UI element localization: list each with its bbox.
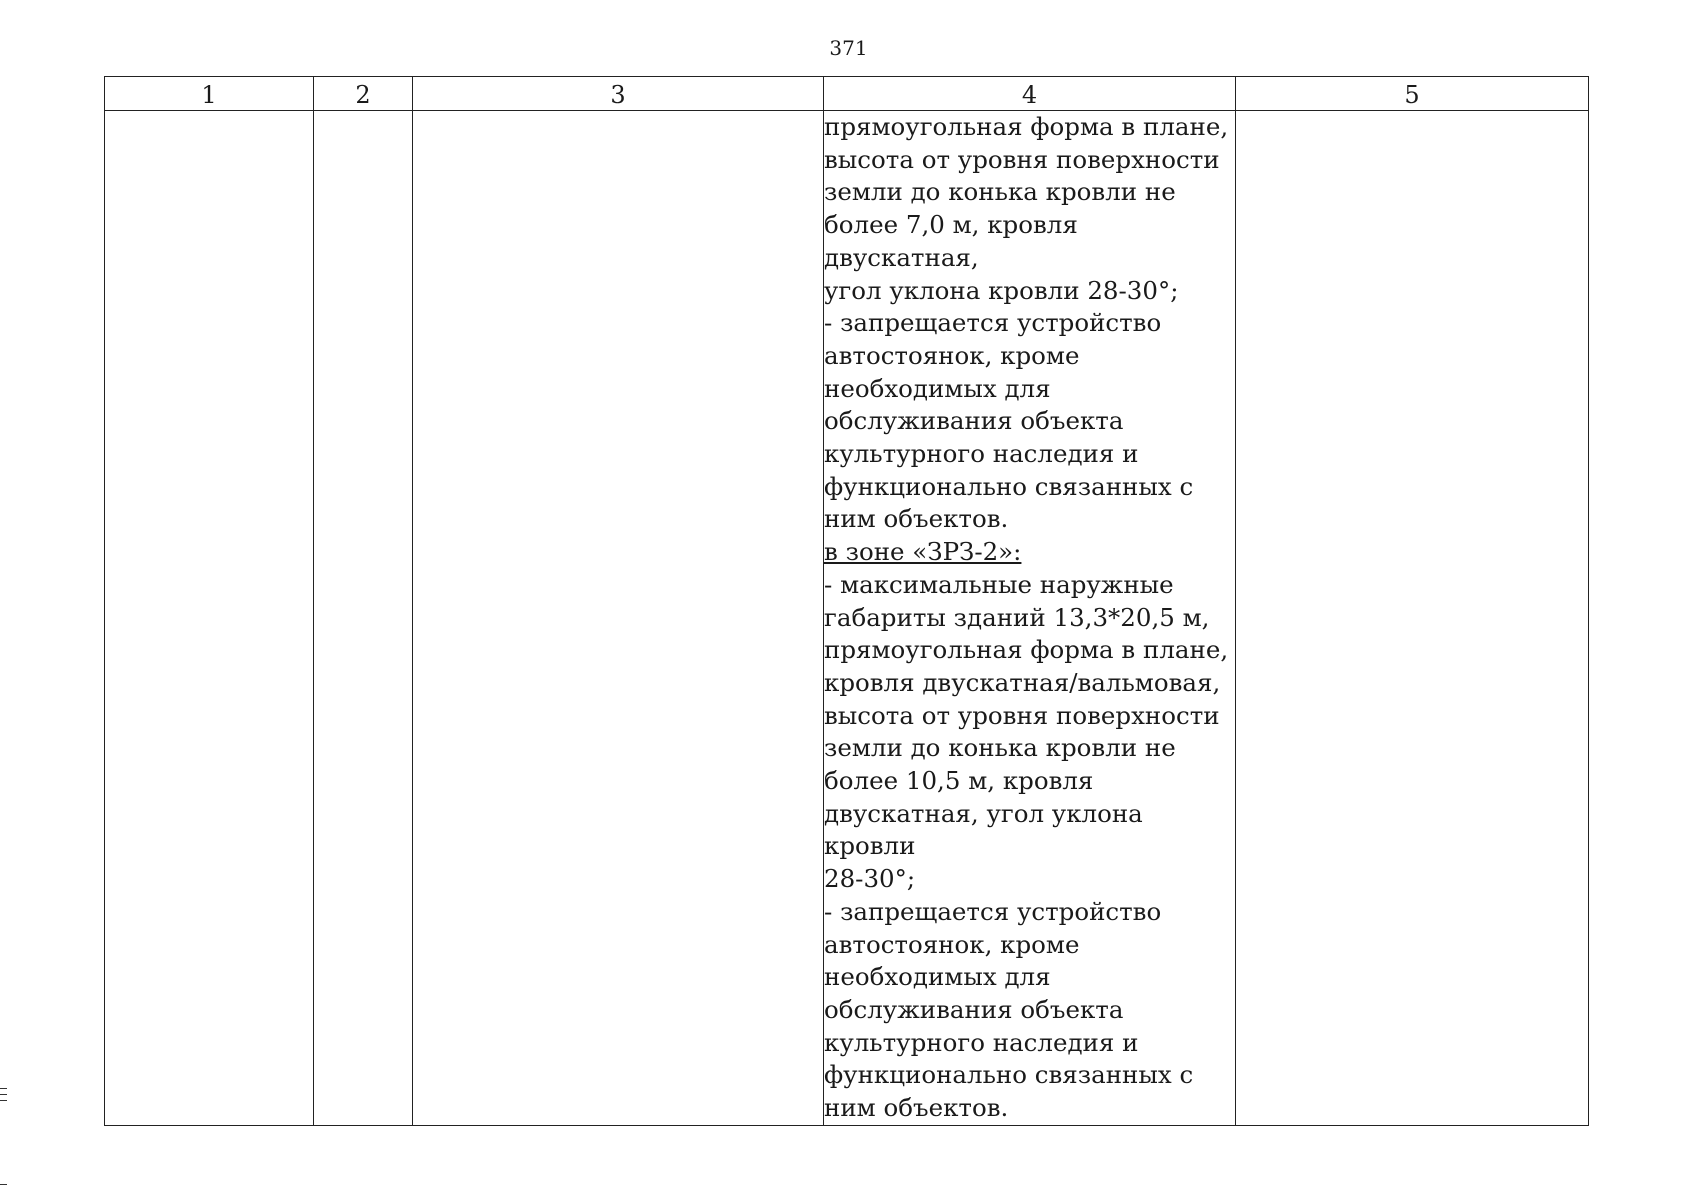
- margin-mark: [0, 1094, 7, 1095]
- column-header-4: 4: [824, 77, 1236, 111]
- column-header-2: 2: [314, 77, 413, 111]
- margin-mark: [0, 1088, 7, 1089]
- table-header-row: [105, 77, 1589, 111]
- column-header-3: 3: [413, 77, 824, 111]
- cell-col-1: [105, 111, 314, 1126]
- cell-col-5: [1236, 111, 1589, 1126]
- page-number: 371: [829, 36, 868, 60]
- document-table: [104, 76, 1589, 1126]
- zone-heading: в зоне «ЗРЗ-2»:: [824, 537, 1022, 567]
- column-header-5: 5: [1236, 77, 1589, 111]
- cell-col-3: [413, 111, 824, 1126]
- table-row: [105, 111, 1589, 1126]
- column-header-1: 1: [105, 77, 314, 111]
- margin-mark: [0, 1100, 7, 1101]
- restrictions-text-1: прямоугольная форма в плане, высота от уровня поверхности земли до конька кровли не более 7,0 м, кровля двускатная, угол уклона кровли 28-30°; - запрещается устройство автостоянок, кроме необходимых для обслуживания объекта культурного наследия и функционально связанных с ним объектов.: [824, 112, 1229, 534]
- cell-col-4: [824, 111, 1236, 1126]
- margin-mark: [0, 1184, 7, 1185]
- restrictions-text-2: - максимальные наружные габариты зданий 13,3*20,5 м, прямоугольная форма в плане, кровля двускатная/вальмовая, высота от уровня поверхности земли до конька кровли не более 10,5 м, кровля двускатная, угол уклона кровли 28-30°; - запрещается устройство автостоянок, кроме необходимых для обслуживания объекта культурного наследия и функционально связанных с ним объектов.: [824, 569, 1229, 1123]
- cell-col-2: [314, 111, 413, 1126]
